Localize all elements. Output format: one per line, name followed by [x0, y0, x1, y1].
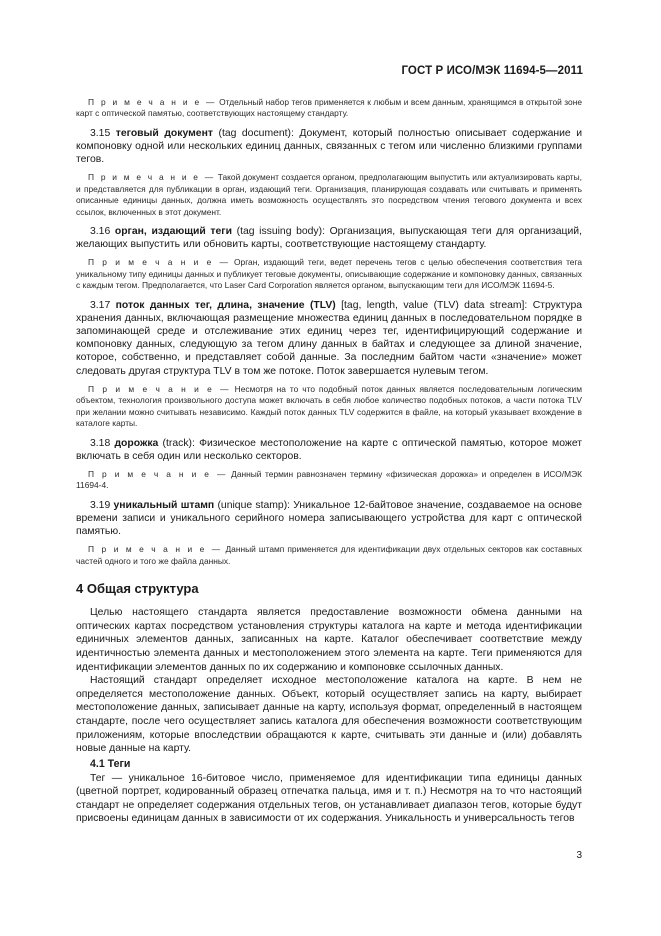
term-name: уникальный штамп: [113, 499, 215, 511]
term-definition: [76, 499, 582, 539]
page-content: [76, 97, 582, 826]
note-label: П р и м е ч а н и е —: [88, 172, 216, 183]
term-name: дорожка: [114, 437, 159, 449]
note: [76, 469, 582, 492]
term-number: 3.15: [90, 127, 111, 139]
note-text: Данный термин равнозначен термину «физическая дорожка» и определен в ИСО/МЭК 11694-4.: [76, 468, 582, 491]
note-text: Орган, издающий теги, ведет перечень тегов с целью обеспечения соответствия тега уникальному типу единицы данных и публикует теговые документы, описывающие содержание и компоновку данных, связанных с каждым тегом. Предполагается, что Laser Card Corporation является органом, выпускающим теги для ИСО/МЭК 11694-5.: [76, 257, 582, 291]
term-definition: [76, 127, 582, 167]
term-text: (track): Физическое местоположение на карте с оптической памятью, которое может включать в себя один или несколько секторов.: [76, 437, 583, 462]
paragraph: Тег — уникальное 16-битовое число, применяемое для идентификации типа единицы данных (цветной портрет, кодированный образец отпечатка пальца, имя и т. п.) Несмотря на то что настоящий стандарт не определяет содержания отдельных тегов, он устанавливает диапазон тегов, которые будут присвоены единицам данных в зависимости от их содержания. Уникальность и универсальность тегов: [76, 772, 582, 825]
section-heading: 4 Общая структура: [76, 581, 199, 597]
term-number: 3.17: [90, 299, 111, 311]
note-label: П р и м е ч а н и е —: [88, 97, 217, 107]
note: [76, 172, 582, 218]
term-name: теговый документ: [115, 127, 213, 139]
paragraph: Настоящий стандарт определяет исходное местоположение каталога на карте. В нем не определяется местоположение данных. Объект, который осуществляет запись на карту, выбирает местоположение данных, записывает данные на карту, используя формат, определенный в настоящем стандарте, после чего осуществляет запись каталога для обеспечения возможности соответствующим приложениям, которые впоследствии обращаются к карте, считывать эти данные и (или) добавлять новые данные на карту.: [76, 675, 582, 755]
note-label: П р и м е ч а н и е —: [88, 468, 228, 479]
note-text: Отдельный набор тегов применяется к любым и всем данным, хранящимся в открытой зоне карт с оптической памятью, соответствующих настоящему стандарту.: [76, 97, 582, 119]
note-text: Несмотря на то что подобный поток данных является последовательным логическим объектом, технология произвольного доступа может включать в себя любое количество подобных потоков, а части потока TLV при желании можно считывать независимо. Каждый поток данных TLV содержится в файле, на который указывает вхождение в каталоге карты.: [76, 383, 582, 429]
term-number: 3.18: [90, 437, 111, 449]
note-text: Такой документ создается органом, предполагающим выпустить или актуализировать карты, и представляется для публикации в орган, издающий теги. Организация, планирующая создавать или считывать и применять описанные единицы данных, должна иметь возможность осуществлять это посредством чтения тегового документа и всех ссылок, включенных в этот документ.: [76, 172, 582, 217]
note: [76, 97, 582, 120]
subsection-heading: 4.1 Теги: [90, 757, 131, 770]
term-text: (unique stamp): Уникальное 12-байтовое значение, создаваемое на основе времени записи и уникального серийного номера записывающего устройства для карт с оптической памятью.: [76, 499, 582, 538]
note-label: П р и м е ч а н и е —: [88, 383, 231, 394]
term-definition: [76, 225, 582, 251]
note-label: П р и м е ч а н и е —: [88, 544, 223, 555]
note: [76, 384, 582, 430]
term-text: [tag, length, value (TLV) data stream]: Структура хранения данных, включающая размещение множества единиц данных в последовательном порядке в запоминающей среде и отслеживание этих единиц через тег, идентифицирующий содержание и компоновку данных, следующую за тегом длину данных в байтах и следующее за длиной значение, которое, собственно, и представляет собой данные. За последним байтом части «значение» может следовать другая структура TLV в том же потоке. Поток завершается нулевым тегом.: [76, 299, 583, 377]
term-number: 3.19: [90, 499, 111, 511]
term-definition: [76, 299, 582, 378]
term-definition: [76, 437, 582, 463]
paragraph: Целью настоящего стандарта является предоставление возможности обмена данными на оптических картах посредством установления структуры каталога на карте и метода идентификации единичных элементов данных, записанных на карте. Каталог обеспечивает соответствие между идентичностью элемента данных и местоположением этого элемента на карте. Теги применяются для идентификации элементов данных по их содержанию и компоновке ссылочных данных.: [76, 607, 582, 673]
term-name: орган, издающий теги: [114, 226, 232, 238]
note: [76, 544, 582, 567]
document-header: ГОСТ Р ИСО/МЭК 11694-5—2011: [401, 65, 583, 77]
note-text: Данный штамп применяется для идентификации двух отдельных секторов как составных частей одного и того же файла данных.: [76, 544, 582, 566]
note-label: П р и м е ч а н и е —: [88, 257, 231, 268]
note: [76, 257, 582, 291]
term-text: (tag document): Документ, который полностью описывает содержание и компоновку одной или нескольких единиц данных, связанных с тегом или численно близкими группами тегов.: [76, 127, 583, 166]
term-text: (tag issuing body): Организация, выпускающая теги для организаций, желающих выпустить или обновить карты, соответствующие настоящему стандарту.: [76, 226, 582, 251]
term-name: поток данных тег, длина, значение (TLV): [115, 299, 336, 311]
page-number: 3: [576, 850, 582, 861]
term-number: 3.16: [90, 226, 111, 238]
